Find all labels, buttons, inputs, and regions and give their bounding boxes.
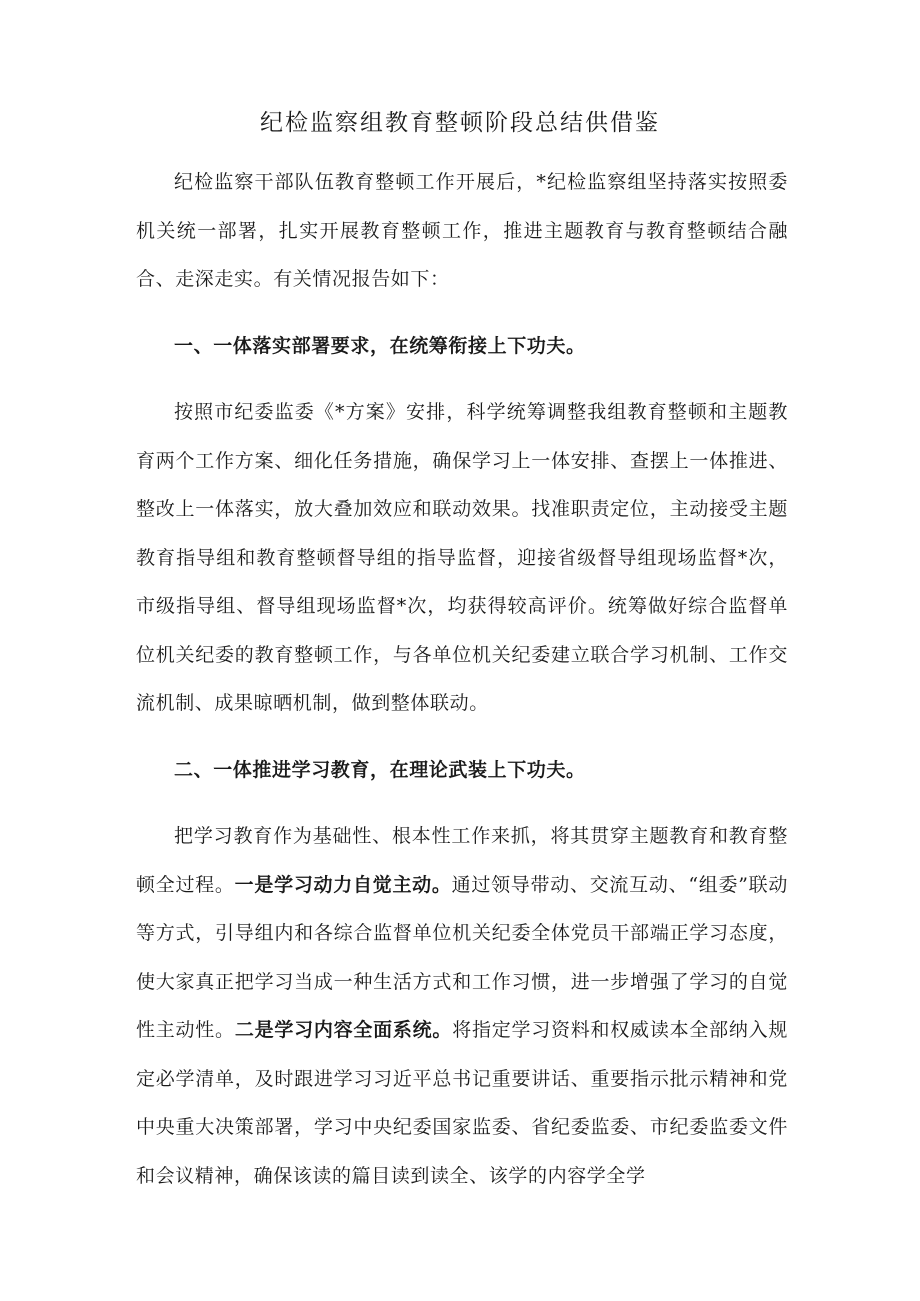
section-1-paragraph: 按照市纪委监委《*方案》安排，科学统筹调整我组教育整顿和主题教育两个工作方案、细化任务措施，确保学习上一体安排、查摆上一体推进、整改上一体落实，放大叠加效应和联动效果。找准职责定位，主动接受主题教育指导组和教育整顿督导组的指导监督，迎接省级督导组现场监督*次，市级指导组、督导组现场监督*次，均获得较高评价。统筹做好综合监督单位机关纪委的教育整顿工作，与各单位机关纪委建立联合学习机制、工作交流机制、成果晾晒机制，做到整体联动。	[136, 401, 788, 714]
section-2-text-b: 通过领导带动、交流互动、“组委”联动等方式，引导组内和各综合监督单位机关纪委全体党员干部端正学习态度，使大家真正把学习当成一种生活方式和工作习惯，进一步增强了学习的自觉性主动性。	[136, 873, 788, 1041]
section-2-paragraph	[136, 812, 788, 1200]
section-2-point-2: 二是学习内容全面系统。	[234, 1019, 453, 1041]
section-1-heading: 一、一体落实部署要求，在统筹衔接上下功夫。	[174, 334, 586, 357]
document-title: 纪检监察组教育整顿阶段总结供借鉴	[260, 110, 660, 136]
section-2-text-c: 将指定学习资料和权威读本全部纳入规定必学清单，及时跟进学习习近平总书记重要讲话、重要指示批示精神和党中央重大决策部署，学习中央纪委国家监委、省纪委监委、市纪委监委文件和会议精神，确保该读的篇目读到读全、该学的内容学全学	[136, 1019, 788, 1187]
section-2-text-a: 把学习教育作为基础性、根本性工作来抓，将其贯穿主题教育和教育整顿全过程。	[136, 825, 788, 896]
intro-paragraph: 纪检监察干部队伍教育整顿工作开展后，*纪检监察组坚持落实按照委机关统一部署，扎实开展教育整顿工作，推进主题教育与教育整顿结合融合、走深走实。有关情况报告如下：	[136, 171, 788, 290]
section-2-point-1: 一是学习动力自觉主动。	[234, 873, 452, 896]
section-2-heading: 二、一体推进学习教育，在理论武装上下功夫。	[174, 758, 586, 781]
document-body	[136, 158, 788, 1200]
